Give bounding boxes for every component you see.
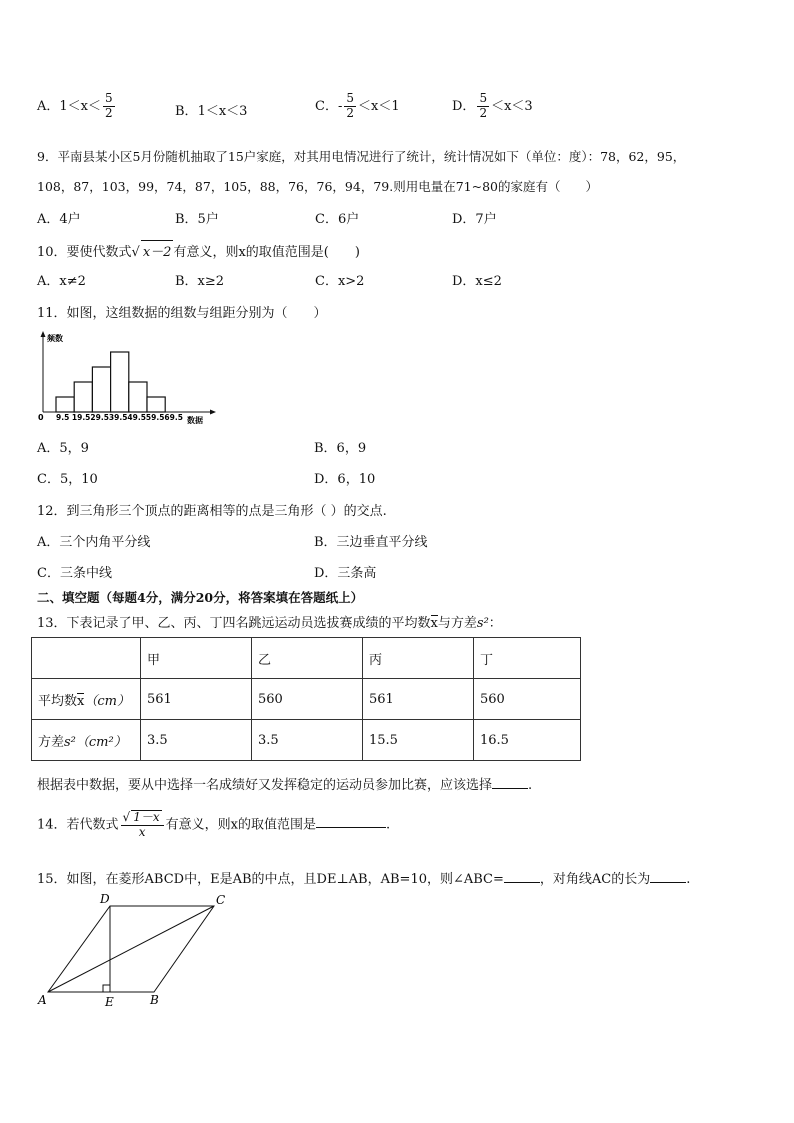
label-a: A <box>38 993 47 1007</box>
q10-option-a: A．x≠2 <box>37 274 86 289</box>
table-cell: 3.5 <box>252 720 363 761</box>
histogram-tick-labels: 9.5 19.529.539.549.559.569.5 <box>56 413 183 422</box>
q12-option-d: D．三条高 <box>314 566 377 581</box>
histogram-bar <box>111 352 129 412</box>
q12-option-b: B．三边垂直平分线 <box>314 535 428 550</box>
table-row <box>32 679 581 720</box>
diagonal-ac <box>48 906 214 992</box>
q10-radicand: x－2 <box>141 240 174 260</box>
q12-option-a: A．三个内角平分线 <box>37 535 151 550</box>
q10-option-c: C．x>2 <box>315 274 365 289</box>
scores-table <box>31 637 581 761</box>
table-header-cell: 丙 <box>363 638 474 679</box>
label-b: B <box>150 993 159 1007</box>
answer-blank <box>492 788 528 789</box>
histogram-y-arrow <box>41 331 46 337</box>
histogram-bar <box>74 382 92 412</box>
answer-blank <box>650 882 686 883</box>
label-c: C <box>216 893 226 907</box>
table-cell: 16.5 <box>474 720 581 761</box>
q8-option-d: D． $\frac{5}{2}$ ＜x＜3 <box>452 91 533 120</box>
right-angle-mark <box>103 985 110 992</box>
table-header-cell <box>32 638 141 679</box>
q8-option-a: A．1＜x＜ $\frac{5}{2}$ <box>37 91 113 120</box>
histogram-origin: 0 <box>38 413 44 422</box>
q9-option-b: B．5户 <box>175 212 219 227</box>
rhombus-figure <box>34 890 234 1020</box>
histogram-chart <box>34 330 219 426</box>
q9-option-c: C．6户 <box>315 212 360 227</box>
xbar-symbol: x <box>430 616 438 631</box>
table-cell: 561 <box>141 679 252 720</box>
q12-stem: 12．到三角形三个顶点的距离相等的点是三角形（ ）的交点. <box>37 504 387 519</box>
table-cell: 560 <box>474 679 581 720</box>
q8-option-b: B．1＜x＜3 <box>175 104 248 119</box>
q11-option-b: B．6，9 <box>314 441 367 456</box>
answer-blank <box>316 827 386 828</box>
table-header-cell: 乙 <box>252 638 363 679</box>
histogram-ylabel: 频数 <box>47 334 63 343</box>
histogram-bar <box>147 397 165 412</box>
q9-option-d: D．7户 <box>452 212 497 227</box>
q13-stem: 13．下表记录了甲、乙、丙、丁四名跳远运动员选拔赛成绩的平均数x与方差s²： <box>37 616 502 631</box>
histogram-xlabel: 数据 <box>187 416 203 425</box>
row-label-variance: 方差s²（cm²） <box>32 720 141 761</box>
q15-stem: 15．如图，在菱形ABCD中，E是AB的中点，且DE⊥AB，AB=10，则∠ABC= ，对角线AC的长为 . <box>37 872 691 887</box>
table-header-cell: 丁 <box>474 638 581 679</box>
table-cell: 3.5 <box>141 720 252 761</box>
histogram-bar <box>92 367 110 412</box>
q11-option-a: A．5，9 <box>37 441 89 456</box>
q10-stem: 10．要使代数式√ x－2 有意义，则x的取值范围是( ) <box>37 240 360 260</box>
table-row <box>32 720 581 761</box>
label-d: D <box>100 892 110 906</box>
histogram-bar <box>56 397 74 412</box>
q8-option-c: C．- $\frac{5}{2}$ ＜x＜1 <box>315 91 400 120</box>
table-header-row <box>32 638 581 679</box>
table-cell: 561 <box>363 679 474 720</box>
table-cell: 560 <box>252 679 363 720</box>
q11-stem: 11．如图，这组数据的组数与组距分别为（ ） <box>37 306 327 321</box>
q12-option-c: C．三条中线 <box>37 566 112 581</box>
q14-stem: 14．若代数式 $\frac{√ 1-x}{x}$ 有意义，则x的取值范围是 . <box>37 810 391 839</box>
section-heading: 二、填空题（每题4分，满分20分，将答案填在答题纸上） <box>37 590 364 605</box>
label-e: E <box>105 995 114 1009</box>
q11-option-d: D．6，10 <box>314 472 376 487</box>
q10-option-d: D．x≤2 <box>452 274 502 289</box>
q11-option-c: C．5，10 <box>37 472 98 487</box>
answer-blank <box>504 882 540 883</box>
histogram-x-arrow <box>210 410 216 415</box>
table-header-cell: 甲 <box>141 638 252 679</box>
sqrt-sign: √ <box>131 245 140 260</box>
q13-follow-up: 根据表中数据，要从中选择一名成绩好又发挥稳定的运动员参加比赛，应该选择 . <box>37 778 533 793</box>
q9-line1: 9．平南县某小区5月份随机抽取了15户家庭，对其用电情况进行了统计，统计情况如下（单位：度）：78，62，95， <box>37 149 686 164</box>
sqrt-sign: √ <box>122 810 131 824</box>
q9-line2: 108，87，103，99，74，87，105，88，76，76，94，79.则用电量在71~80的家庭有（ ） <box>37 179 598 194</box>
histogram-bar <box>129 382 147 412</box>
row-label-mean: 平均数x（cm） <box>32 679 141 720</box>
table-cell: 15.5 <box>363 720 474 761</box>
q9-option-a: A．4户 <box>37 212 81 227</box>
q10-option-b: B．x≥2 <box>175 274 225 289</box>
